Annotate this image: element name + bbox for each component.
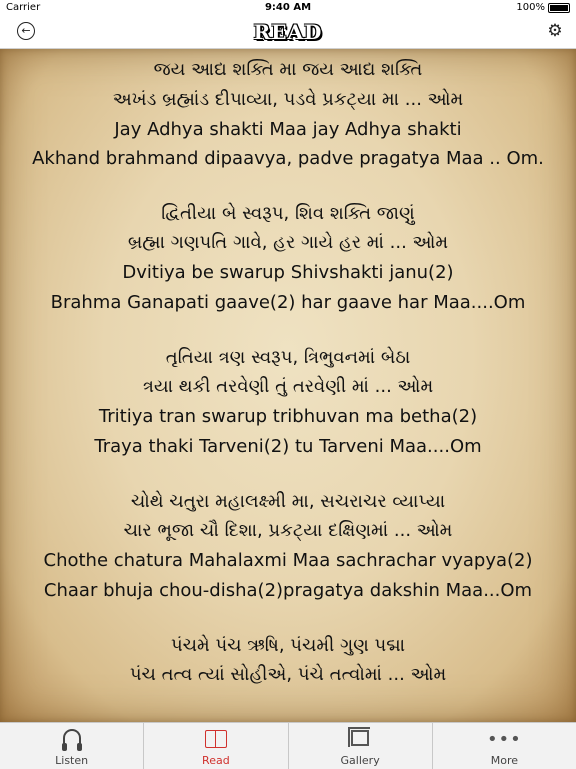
- lyric-line: Jay Adhya shakti Maa jay Adhya shakti: [114, 119, 462, 140]
- lyric-line: Dvitiya be swarup Shivshakti janu(2): [122, 262, 454, 283]
- gear-icon[interactable]: ⚙: [547, 21, 563, 41]
- lyric-line: Akhand brahmand dipaavya, padve pragatya Maa .. Om.: [32, 148, 544, 169]
- lyric-line: ચોથે ચતુરા મહાલક્ષ્મી મા, સચરાચર વ્યાપ્યા: [130, 491, 446, 512]
- lyric-line: દ્વિતીયા બે સ્વરૂપ, શિવ શક્તિ જાણું: [161, 203, 415, 224]
- lyric-line: જય આદ્ય શક્તિ મા જય આદ્ય શક્તિ: [153, 59, 423, 80]
- tab-listen[interactable]: [0, 723, 143, 769]
- battery-percent: 100%: [516, 2, 545, 13]
- battery-icon: [548, 3, 570, 13]
- lyric-line: Chaar bhuja chou-disha(2)pragatya dakshin Maa...Om: [43, 580, 533, 601]
- battery-indicator: [516, 2, 570, 13]
- lyric-line: Chothe chatura Mahalaxmi Maa sachrachar vyapya(2): [43, 550, 533, 571]
- tab-label: Listen: [55, 754, 89, 767]
- status-time: 9:40 AM: [264, 2, 312, 13]
- lyric-line: Brahma Ganapati gaave(2) har gaave har Maa....Om: [50, 292, 526, 313]
- tab-label: Read: [202, 754, 230, 767]
- lyric-line: બ્રહ્મા ગણપતિ ગાવે, હર ગાયે હર માં ... ઓમ: [127, 232, 449, 253]
- tab-bar: [0, 722, 576, 769]
- tab-label: More: [490, 754, 519, 767]
- lyrics-scroll-view[interactable]: [0, 49, 576, 722]
- book-icon: [144, 727, 287, 749]
- tab-label: Gallery: [340, 754, 380, 767]
- status-bar: [0, 0, 576, 16]
- lyric-line: Tritiya tran swarup tribhuvan ma betha(2): [98, 406, 478, 427]
- lyric-line: Traya thaki Tarveni(2) tu Tarveni Maa....Om: [94, 436, 482, 457]
- gallery-icon: [289, 727, 432, 749]
- tab-read[interactable]: [143, 723, 287, 769]
- lyric-line: તૃતિયા ત્રણ સ્વરૂપ, ત્રિભુવનમાં બેઠા: [165, 347, 411, 368]
- headphones-icon: [0, 727, 143, 749]
- tab-more[interactable]: [432, 723, 576, 769]
- lyric-line: અખંડ બ્રહ્માંડ દીપાવ્યા, પડવે પ્રકટ્યા મા ... ઓમ: [112, 89, 464, 110]
- lyric-line: પંચ તત્વ ત્યાં સોહીએ, પંચે તત્વોમાં ... ઓમ: [129, 664, 447, 685]
- tab-gallery[interactable]: [288, 723, 432, 769]
- navigation-bar: [0, 16, 576, 49]
- back-arrow-icon[interactable]: ←: [17, 22, 35, 40]
- more-icon: •••: [486, 729, 522, 750]
- lyric-line: ચાર ભૂજા ચૌ દિશા, પ્રકટ્યા દક્ષિણમાં ... ઓમ: [123, 520, 453, 541]
- lyric-line: ત્રયા થકી તરવેણી તું તરવેણી માં ... ઓમ: [142, 376, 434, 397]
- carrier-label: Carrier: [6, 2, 41, 13]
- lyric-line: પંચમે પંચ ઋષિ, પંચમી ગુણ પદ્મા: [170, 635, 406, 656]
- page-title: READ: [253, 20, 323, 44]
